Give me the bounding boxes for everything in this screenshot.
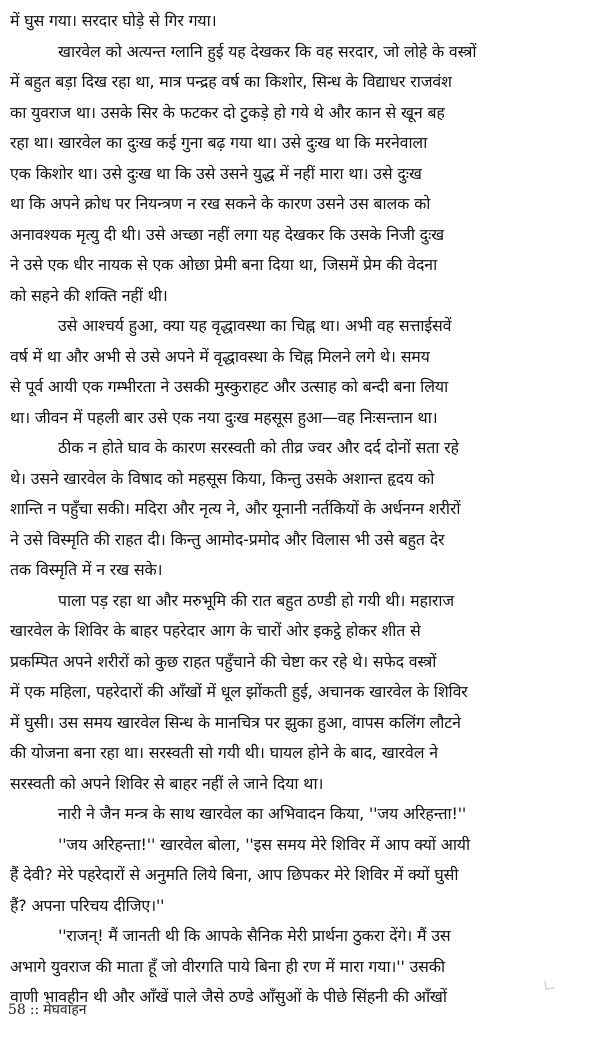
text-line: ने उसे विस्मृति की राहत दी। किन्तु आमोद-प्रमोद और विलास भी उसे बहुत देर	[10, 529, 445, 549]
print-mark	[544, 979, 554, 989]
text-line: थे। उसने खारवेल के विषाद को महसूस किया, किन्तु उसके अशान्त हृदय को	[10, 468, 435, 488]
text-line: शान्ति न पहुँचा सकी। मदिरा और नृत्य ने, और यूनानी नर्तकियों के अर्धनग्न शरीरों	[10, 499, 461, 518]
text-line: खारवेल को अत्यन्त ग्लानि हुई यह देखकर कि वह सरदार, जो लोहे के वस्त्रों	[58, 41, 477, 61]
page-footer	[8, 1000, 87, 1019]
text-line: था कि अपने क्रोध पर नियन्त्रण न रख सकने के कारण उसने उस बालक को	[10, 194, 431, 213]
text-line: सरस्वती को अपने शिविर से बाहर नहीं ले जाने दिया था।	[10, 773, 324, 793]
text-line: अनावश्यक मृत्यु दी थी। उसे अच्छा नहीं लगा यह देखकर कि उसके निजी दुःख	[10, 224, 445, 244]
text-line: हैं देवी? मेरे पहरेदारों से अनुमति लिये बिना, आप छिपकर मेरे शिविर में क्यों घुसी	[10, 865, 459, 884]
text-line: उसे आश्चर्य हुआ, क्या यह वृद्धावस्था का चिह्न था। अभी वह सत्ताईसवें	[58, 316, 452, 335]
text-line: में घुस गया। सरदार घोड़े से गिर गया।	[10, 11, 217, 30]
text-line: की योजना बना रहा था। सरस्वती सो गयी थी। घायल होने के बाद, खारवेल ने	[10, 743, 438, 762]
body-text	[10, 6, 596, 1013]
text-line: का युवराज था। उसके सिर के फटकर दो टुकड़े हो गये थे और कान से खून बह	[10, 102, 445, 122]
text-line: ठीक न होते घाव के कारण सरस्वती को तीव्र ज्वर और दर्द दोनों सता रहे	[58, 438, 459, 457]
footer-separator: ::	[29, 1002, 40, 1018]
text-line: में घुसी। उस समय खारवेल सिन्ध के मानचित्र पर झुका हुआ, वापस कलिंग लौटने	[10, 712, 461, 732]
text-line: नारी ने जैन मन्त्र के साथ खारवेल का अभिवादन किया, ''जय अरिहन्ता!''	[58, 804, 467, 823]
text-line: था। जीवन में पहली बार उसे एक नया दुःख महसूस हुआ—वह निःसन्तान था।	[10, 407, 438, 427]
text-line: प्रकम्पित अपने शरीरों को कुछ राहत पहुँचाने की चेष्टा कर रहे थे। सफेद वस्त्रों	[10, 651, 437, 671]
text-line: एक किशोर था। उसे दुःख था कि उसे उसने युद्ध में नहीं मारा था। उसे दुःख	[10, 163, 422, 183]
text-line: से पूर्व आयी एक गम्भीरता ने उसकी मुस्कुराहट और उत्साह को बन्दी बना लिया	[10, 377, 449, 396]
page-number: 58	[8, 1002, 26, 1018]
book-title: मेघवाहन	[43, 1002, 87, 1018]
text-line: वर्ष में था और अभी से उसे अपने में वृद्धावस्था के चिह्न मिलने लगे थे। समय	[10, 346, 430, 366]
text-line: में एक महिला, पहरेदारों की आँखों में धूल झोंकती हुई, अचानक खारवेल के शिविर	[10, 682, 468, 701]
text-line: वाणी भावहीन थी और आँखें पाले जैसे ठण्डे आँसुओं के पीछे सिंहनी की आँखों	[10, 987, 447, 1006]
text-line: खारवेल के शिविर के बाहर पहरेदार आग के चारों ओर इकट्ठे होकर शीत से	[10, 621, 421, 640]
text-line: हैं? अपना परिचय दीजिए।''	[10, 895, 165, 915]
text-line: ''राजन्! मैं जानती थी कि आपके सैनिक मेरी प्रार्थना ठुकरा देंगे। मैं उस	[58, 926, 451, 945]
text-line: पाला पड़ रहा था और मरुभूमि की रात बहुत ठण्डी हो गयी थी। महाराज	[58, 590, 455, 610]
text-line: तक विस्मृति में न रख सके।	[10, 560, 163, 579]
text-line: अभागे युवराज की माता हूँ जो वीरगति पाये बिना ही रण में मारा गया।'' उसकी	[10, 956, 445, 976]
text-line: को सहने की शक्ति नहीं थी।	[10, 285, 168, 305]
text-line: में बहुत बड़ा दिख रहा था, मात्र पन्द्रह वर्ष का किशोर, सिन्ध के विद्याधर राजवंश	[10, 72, 452, 91]
text-line: ''जय अरिहन्ता!'' खारवेल बोला, ''इस समय मेरे शिविर में आप क्यों आयी	[58, 834, 470, 854]
text-line: ने उसे एक धीर नायक से एक ओछा प्रेमी बना दिया था, जिसमें प्रेम की वेदना	[10, 255, 438, 274]
text-line: रहा था। खारवेल का दुःख कई गुना बढ़ गया था। उसे दुःख था कि मरनेवाला	[10, 133, 428, 152]
